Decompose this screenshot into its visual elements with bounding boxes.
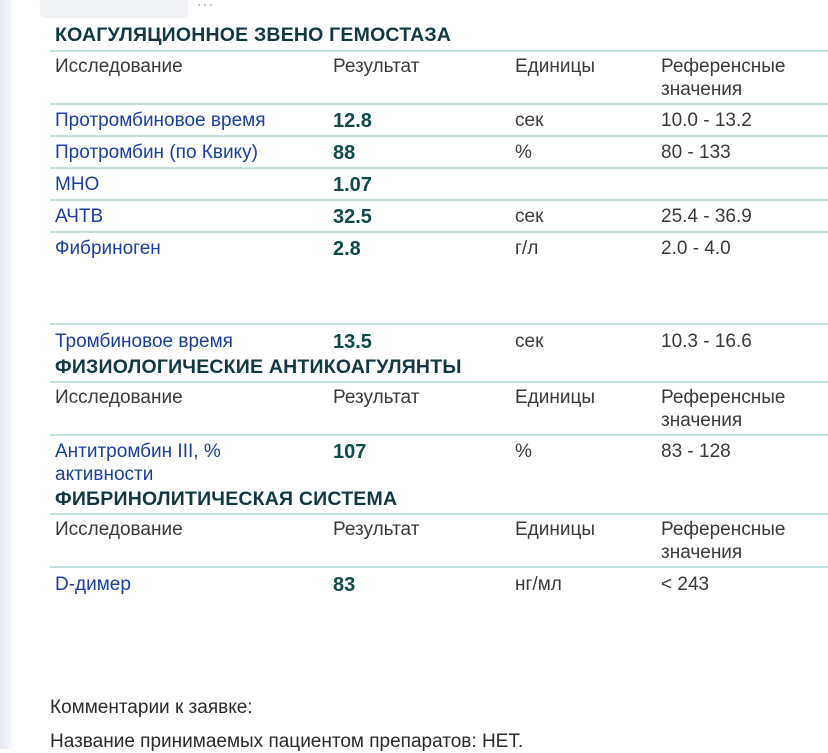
test-ref: 10.3 - 16.6 [661, 331, 752, 352]
test-name-line1: Антитромбин III, % [55, 441, 221, 462]
test-ref: 80 - 133 [661, 142, 731, 163]
header-ref-line2: значения [661, 79, 743, 100]
header-units: Единицы [515, 387, 596, 408]
test-result: 107 [333, 441, 367, 463]
header-result: Результат [333, 387, 420, 408]
test-units: сек [515, 331, 544, 352]
test-units: сек [515, 206, 544, 227]
header-test: Исследование [55, 387, 183, 408]
divider [50, 381, 828, 383]
test-units: % [515, 142, 532, 163]
test-name: Протромбин (по Квику) [55, 142, 258, 163]
test-units: сек [515, 110, 544, 131]
header-ref-line1: Референсные [661, 519, 786, 540]
test-ref: < 243 [661, 574, 710, 595]
test-result: 2.8 [333, 238, 361, 260]
test-ref: 10.0 - 13.2 [661, 110, 752, 131]
page-left-edge [0, 0, 12, 749]
divider [50, 167, 828, 169]
header-test: Исследование [55, 56, 183, 77]
header-units: Единицы [515, 56, 596, 77]
test-name: Тромбиновое время [55, 331, 233, 352]
test-ref: 25.4 - 36.9 [661, 206, 752, 227]
test-units: % [515, 441, 532, 462]
section-title-fibrinolytic: ФИБРИНОЛИТИЧЕСКАЯ СИСТЕМА [55, 488, 398, 510]
test-name: МНО [55, 174, 100, 195]
test-result: 12.8 [333, 110, 372, 132]
header-ref-line1: Референсные [661, 56, 786, 77]
test-name: АЧТВ [55, 206, 104, 227]
test-name: Протромбиновое время [55, 110, 266, 131]
divider [50, 231, 828, 233]
test-result: 13.5 [333, 331, 372, 353]
header-result: Результат [333, 519, 420, 540]
test-units: г/л [515, 238, 539, 259]
divider [50, 50, 828, 52]
test-ref: 83 - 128 [661, 441, 731, 462]
test-name-line2: активности [55, 464, 154, 485]
test-units: нг/мл [515, 574, 562, 595]
section-title-coagulation: КОАГУЛЯЦИОННОЕ ЗВЕНО ГЕМОСТАЗА [55, 24, 452, 46]
test-result: 88 [333, 142, 356, 164]
header-units: Единицы [515, 519, 596, 540]
comments-drugs: Название принимаемых пациентом препаратов: НЕТ. [50, 731, 524, 752]
section-title-anticoagulants: ФИЗИОЛОГИЧЕСКИЕ АНТИКОАГУЛЯНТЫ [55, 356, 462, 378]
test-ref: 2.0 - 4.0 [661, 238, 731, 259]
test-name: D-димер [55, 574, 131, 595]
divider [50, 103, 828, 105]
test-result: 83 [333, 574, 356, 596]
header-ref-line2: значения [661, 410, 743, 431]
header-result: Результат [333, 56, 420, 77]
test-result: 1.07 [333, 174, 372, 196]
top-text-fragment: … [196, 0, 214, 10]
comments-label: Комментарии к заявке: [50, 697, 253, 718]
divider [50, 323, 828, 325]
header-ref-line1: Референсные [661, 387, 786, 408]
header-ref-line2: значения [661, 542, 743, 563]
divider [50, 513, 828, 515]
top-tab-fragment [40, 0, 188, 18]
divider [50, 199, 828, 201]
divider [50, 135, 828, 137]
divider [50, 434, 828, 436]
test-name: Фибриноген [55, 238, 161, 259]
header-test: Исследование [55, 519, 183, 540]
divider [50, 566, 828, 568]
test-result: 32.5 [333, 206, 372, 228]
